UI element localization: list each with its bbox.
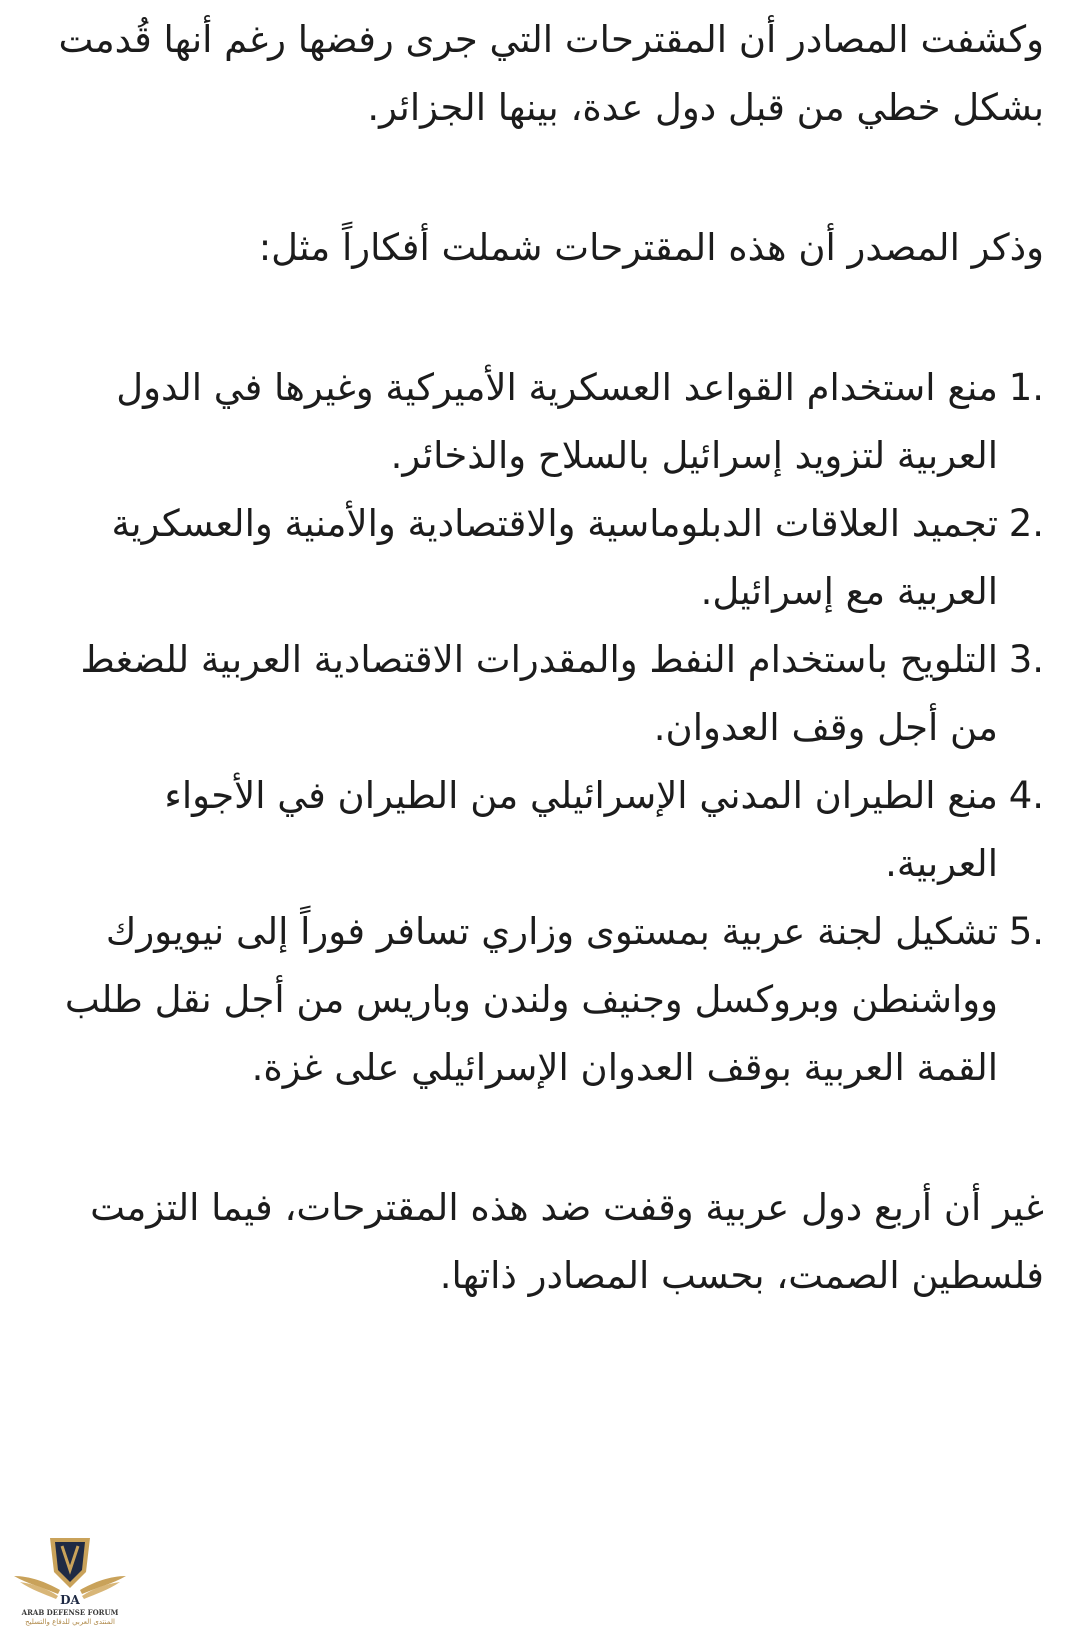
arab-defense-forum-logo-icon [6, 1532, 134, 1632]
list-item-text: التلويح باستخدام النفط والمقدرات الاقتصادية العربية للضغط من أجل وقف العدوان. [80, 638, 998, 749]
list-item-text: منع استخدام القواعد العسكرية الأميركية وغيرها في الدول العربية لتزويد إسرائيل بالسلاح والذخائر. [116, 366, 998, 477]
list-item-3 [44, 626, 1044, 762]
list-item-1 [44, 354, 1044, 490]
list-item-number: 3. [1008, 638, 1044, 681]
proposals-list [44, 354, 1044, 1102]
paragraph-spacer [44, 282, 1044, 354]
list-item-number: 5. [1008, 910, 1044, 953]
logo-wing-right [80, 1576, 126, 1594]
logo-name-ar: المنتدى العربي للدفاع والتسليح [25, 1618, 115, 1626]
list-item-number: 2. [1008, 502, 1044, 545]
paragraph-conclusion: غير أن أربع دول عربية وقفت ضد هذه المقترحات، فيما التزمت فلسطين الصمت، بحسب المصادر ذاتها. [90, 1186, 1044, 1297]
paragraph-spacer [44, 142, 1044, 214]
list-item-2 [44, 490, 1044, 626]
logo-wing-left [14, 1576, 60, 1594]
list-item-4 [44, 762, 1044, 898]
list-item-5 [44, 898, 1044, 1102]
list-item-text: تشكيل لجنة عربية بمستوى وزاري تسافر فوراً إلى نيويورك وواشنطن وبروكسل وجنيف ولندن وباريس من أجل نقل طلب القمة العربية بوقف العدوان الإسرائيلي على غزة. [64, 910, 998, 1089]
paragraph-intro: وكشفت المصادر أن المقترحات التي جرى رفضها رغم أنها قُدمت بشكل خطي من قبل دول عدة، بينها الجزائر. [58, 18, 1044, 129]
logo-monogram: DA [60, 1593, 80, 1607]
list-item-text: منع الطيران المدني الإسرائيلي من الطيران في الأجواء العربية. [164, 774, 998, 885]
paragraph-list-lead: وذكر المصدر أن هذه المقترحات شملت أفكاراً مثل: [258, 226, 1044, 269]
list-item-number: 1. [1008, 366, 1044, 409]
list-item-number: 4. [1008, 774, 1044, 817]
logo-emblem [6, 1532, 134, 1608]
article-body [44, 6, 1044, 1310]
list-item-text: تجميد العلاقات الدبلوماسية والاقتصادية والأمنية والعسكرية العربية مع إسرائيل. [111, 502, 998, 613]
logo-name-en: ARAB DEFENSE FORUM [21, 1608, 119, 1617]
paragraph-spacer [44, 1102, 1044, 1174]
